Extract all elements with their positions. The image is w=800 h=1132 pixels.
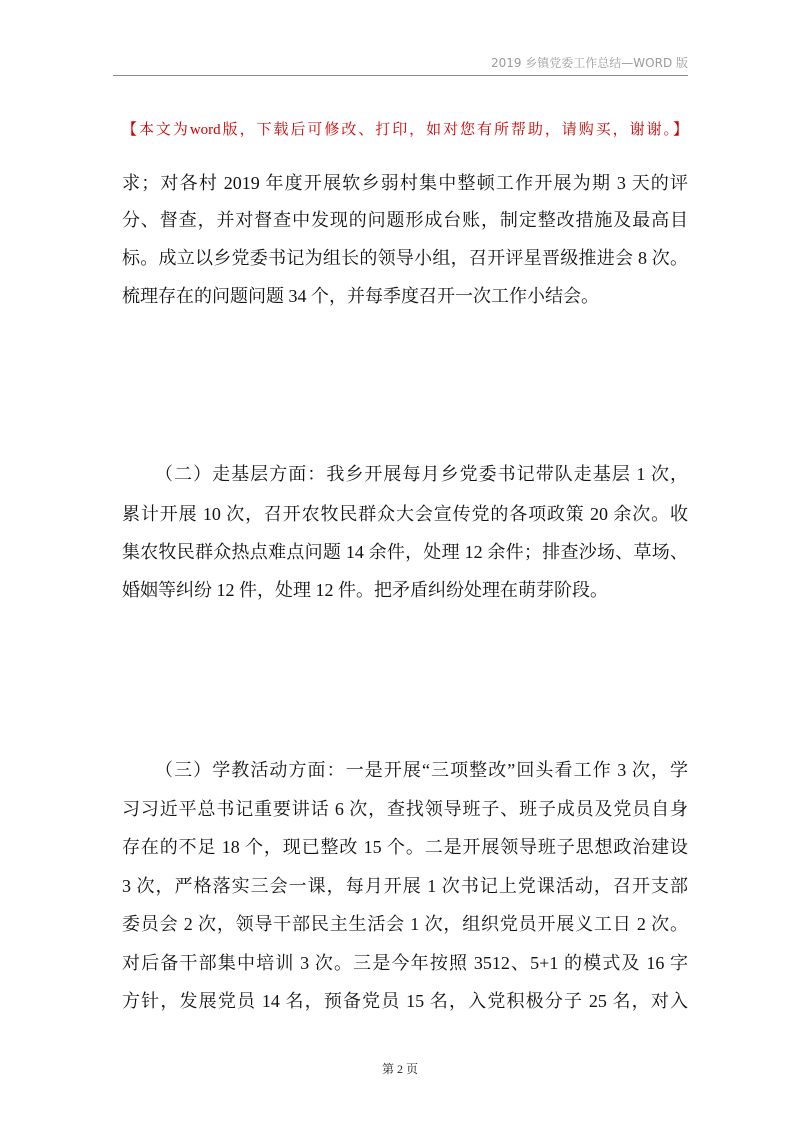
text-line: 3 次，严格落实三会一课，每月开展 1 次书记上党课活动，召开支部 [122, 876, 688, 896]
text-line: 存在的不足 18 个，现已整改 15 个。二是开展领导班子思想政治建设 [122, 837, 688, 857]
text-line: 集农牧民群众热点难点问题 14 余件，处理 12 余件；排查沙场、草场、 [122, 542, 688, 562]
text-line: 分、督查，并对督查中发现的问题形成台账，制定整改措施及最高目 [122, 210, 688, 230]
text-line: 方针，发展党员 14 名，预备党员 15 名，入党积极分子 25 名，对入 [122, 991, 688, 1011]
text-line: 梳理存在的问题问题 34 个，并每季度召开一次工作小结会。 [122, 286, 599, 306]
text-line: 对后备干部集中培训 3 次。三是今年按照 3512、5+1 的模式及 16 字 [122, 953, 688, 973]
header-title: 2019 乡镇党委工作总结—WORD 版 [490, 56, 688, 70]
text-line: 求；对各村 2019 年度开展软乡弱村集中整顿工作开展为期 3 天的评 [122, 173, 688, 193]
text-line: （三）学教活动方面：一是开展“三项整改”回头看工作 3 次，学 [155, 760, 688, 780]
text-line: 标。成立以乡党委书记为组长的领导小组，召开评星晋级推进会 8 次。 [122, 248, 688, 268]
text-line: （二）走基层方面：我乡开展每月乡党委书记带队走基层 1 次， [155, 464, 688, 484]
text-line: 婚姻等纠纷 12 件，处理 12 件。把矛盾纠纷处理在萌芽阶段。 [122, 580, 608, 600]
purchase-notice: 【本文为word版，下载后可修改、打印，如对您有所帮助，请购买，谢谢。】 [122, 122, 688, 138]
text-line: 委员会 2 次，领导干部民主生活会 1 次，组织党员开展义工日 2 次。 [122, 914, 688, 934]
header-divider [113, 75, 688, 76]
page-number: 第 2 页 [381, 1062, 418, 1076]
text-line: 累计开展 10 次，召开农牧民群众大会宣传党的各项政策 20 余次。收 [122, 504, 688, 524]
text-line: 习习近平总书记重要讲话 6 次，查找领导班子、班子成员及党员自身 [122, 799, 688, 819]
